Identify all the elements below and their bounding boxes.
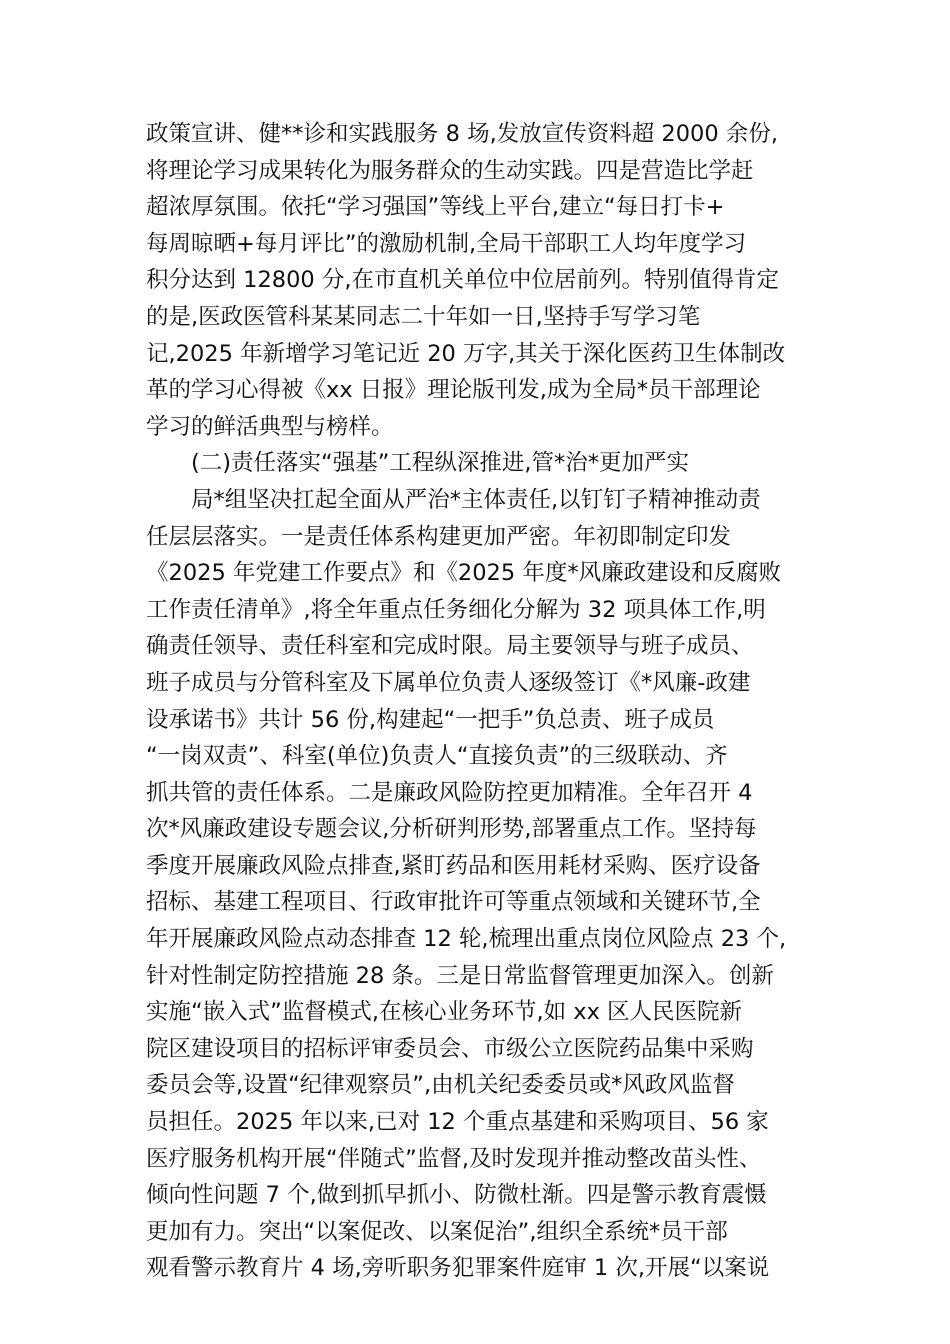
section-heading: (二)责任落实“强基”工程纵深推进,管*治*更加严实 bbox=[191, 450, 690, 477]
text-line: 倾向性问题 7 个,做到抓早抓小、防微杜渐。四是警示教育震慑 bbox=[146, 1182, 767, 1209]
text-line: 招标、基建工程项目、行政审批许可等重点领域和关键环节,全 bbox=[146, 889, 761, 916]
text-line: 员担任。2025 年以来,已对 12 个重点基建和采购项目、56 家 bbox=[146, 1109, 769, 1136]
text-line: 的是,医政医管科某某同志二十年如一日,坚持手写学习笔 bbox=[146, 303, 701, 330]
text-line: 观看警示教育片 4 场,旁听职务犯罪案件庭审 1 次,开展“以案说 bbox=[146, 1255, 770, 1282]
text-line: 超浓厚氛围。依托“学习强国”等线上平台,建立“每日打卡+ bbox=[146, 194, 725, 221]
text-line: “一岗双责”、科室(单位)负责人“直接负责”的三级联动、齐 bbox=[146, 743, 728, 770]
text-line: 任层层落实。一是责任体系构建更加严密。年初即制定印发 bbox=[146, 523, 732, 550]
text-line: 学习的鲜活典型与榜样。 bbox=[146, 413, 394, 440]
text-line: 院区建设项目的招标评审委员会、市级公立医院药品集中采购 bbox=[146, 1035, 754, 1062]
text-line: 针对性制定防控措施 28 条。三是日常监督管理更加深入。创新 bbox=[146, 962, 774, 989]
text-line: 次*风廉政建设专题会议,分析研判形势,部署重点工作。坚持每 bbox=[146, 816, 757, 843]
text-line: 记,2025 年新增学习笔记近 20 万字,其关于深化医药卫生体制改 bbox=[146, 340, 786, 367]
text-line: 班子成员与分管科室及下属单位负责人逐级签订《*风廉-政建 bbox=[146, 669, 751, 696]
document-body bbox=[146, 116, 806, 1287]
text-line: 局*组坚决扛起全面从严治*主体责任,以钉钉子精神推动责 bbox=[191, 486, 761, 513]
text-line: 委员会等,设置“纪律观察员”,由机关纪委委员或*风政风监督 bbox=[146, 1072, 735, 1099]
text-line: 每周晾晒+每月评比”的激励机制,全局干部职工人均年度学习 bbox=[146, 230, 747, 257]
text-line: 积分达到 12800 分,在市直机关单位中位居前列。特别值得肯定 bbox=[146, 267, 780, 294]
text-line: 将理论学习成果转化为服务群众的生动实践。四是营造比学赶 bbox=[146, 157, 754, 184]
text-line: 更加有力。突出“以案促改、以案促治”,组织全系统*员干部 bbox=[146, 1218, 728, 1245]
text-line: 设承诺书》共计 56 份,构建起“一把手”负总责、班子成员 bbox=[146, 706, 715, 733]
text-line: 抓共管的责任体系。二是廉政风险防控更加精准。全年召开 4 bbox=[146, 779, 753, 806]
text-line: 确责任领导、责任科室和完成时限。局主要领导与班子成员、 bbox=[146, 633, 754, 660]
text-line: 医疗服务机构开展“伴随式”监督,及时发现并推动整改苗头性、 bbox=[146, 1145, 762, 1172]
text-line: 季度开展廉政风险点排查,紧盯药品和医用耗材采购、医疗设备 bbox=[146, 852, 761, 879]
text-line: 《2025 年党建工作要点》和《2025 年度*风廉政建设和反腐败 bbox=[146, 560, 782, 587]
text-line: 革的学习心得被《xx 日报》理论版刊发,成为全局*员干部理论 bbox=[146, 377, 761, 404]
text-line: 工作责任清单》,将全年重点任务细化分解为 32 项具体工作,明 bbox=[146, 596, 766, 623]
text-line: 实施“嵌入式”监督模式,在核心业务环节,如 xx 区人民医院新 bbox=[146, 999, 743, 1026]
text-line: 年开展廉政风险点动态排查 12 轮,梳理出重点岗位风险点 23 个, bbox=[146, 926, 787, 953]
text-line: 政策宣讲、健**诊和实践服务 8 场,发放宣传资料超 2000 余份, bbox=[146, 121, 778, 147]
